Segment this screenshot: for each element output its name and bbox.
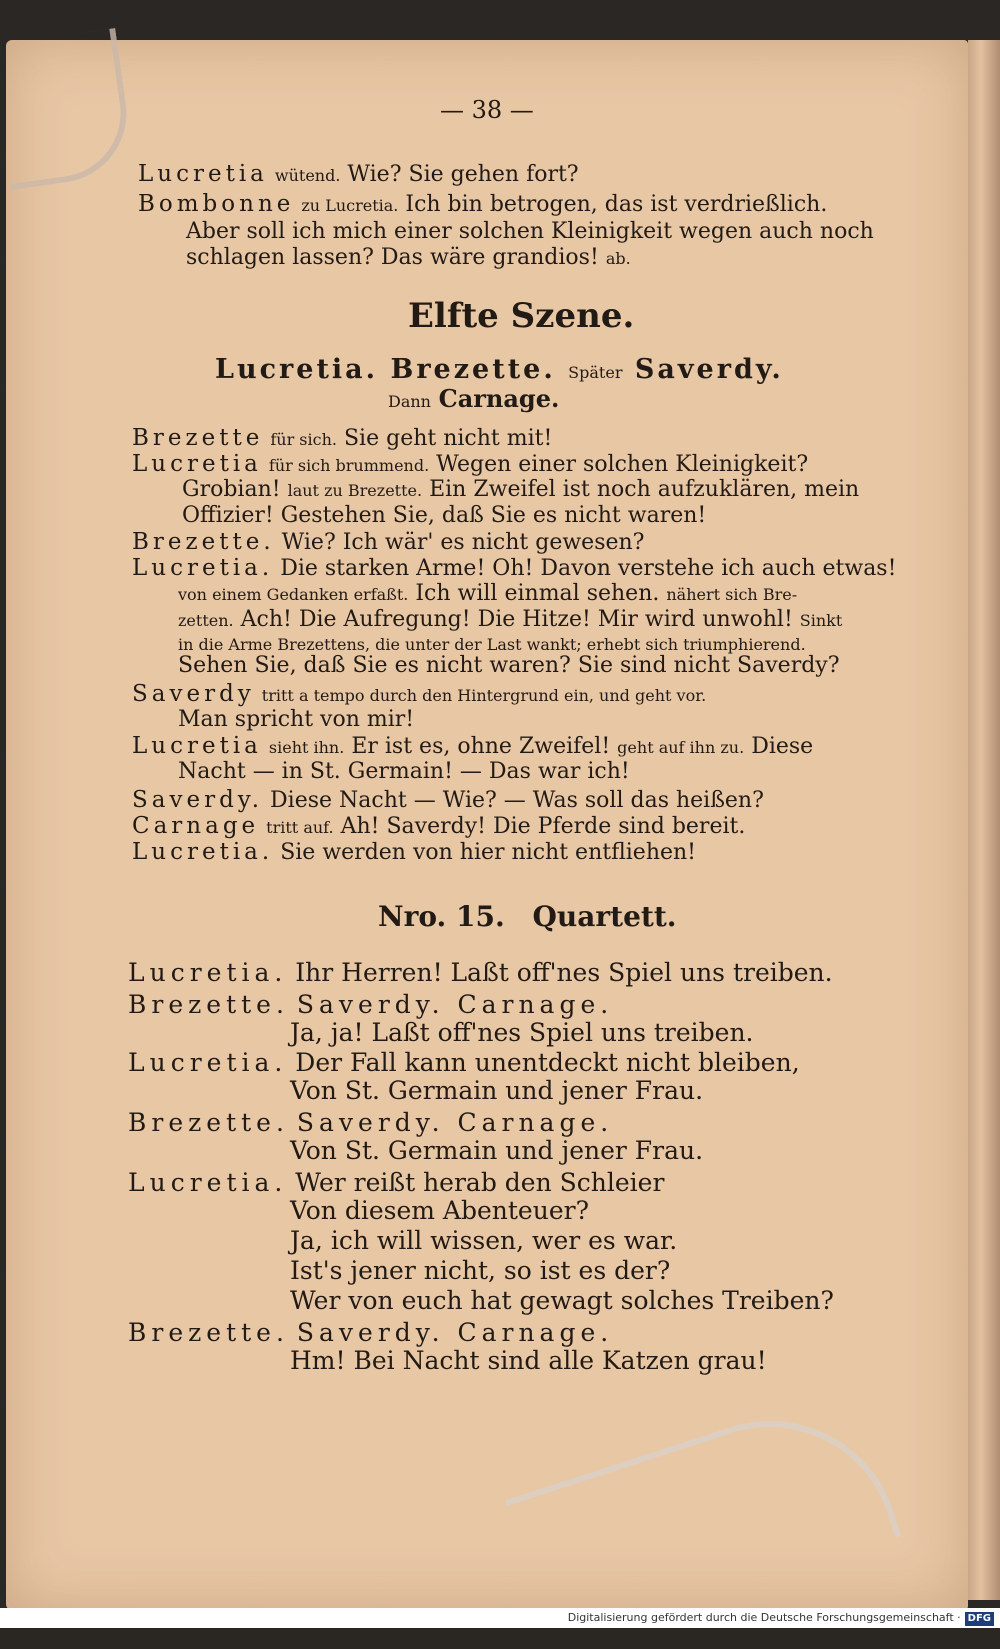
text-line [132,528,644,557]
speaker-name: Brezette. [128,1318,289,1347]
stage-direction: zu Lucretia. [301,196,399,215]
speaker-name: Lucretia. [128,1168,288,1197]
stage-direction: zetten. [178,611,234,630]
speaker-name: Saverdy [132,681,255,707]
text-line [178,706,414,734]
spoken-text: Ein Zweifel ist noch aufzuklären, mein [429,477,860,502]
text-line [132,786,764,815]
speaker-name: Saverdy. Carnage. [296,990,614,1019]
spoken-text: Ach! Die Aufregung! Die Hitze! Mir wird unwohl! [240,607,793,632]
verse-line [128,1048,800,1078]
text-line [182,502,706,530]
speaker-name: Brezette. [128,1108,289,1137]
spoken-text: Man spricht von mir! [178,707,415,732]
speaker-name: Brezette. [128,990,289,1019]
verse-line [290,1346,767,1376]
speaker-name: Lucretia [132,451,262,477]
spoken-text: Die starken Arme! Oh! Davon verstehe ich auch etwas! [280,556,897,581]
cast-member: Brezette. [390,354,556,385]
scene-cast [215,354,784,385]
spoken-text: Wegen einer solchen Kleinigkeit? [436,452,809,477]
text-line [138,160,579,190]
cast-member: Lucretia. [215,354,379,385]
verse-line [290,1286,834,1316]
spoken-text: Er ist es, ohne Zweifel! [351,734,611,759]
number-subtitle: Quartett. [532,900,677,933]
sung-text: Ihr Herren! Laßt off'nes Spiel uns treiben. [295,958,833,987]
scene-cast-then [388,384,559,413]
speaker-name: Brezette [132,425,264,451]
footer-bar [0,1608,1000,1628]
speaker-name: Lucretia. [132,839,274,865]
spoken-text: Offizier! Gestehen Sie, daß Sie es nicht waren! [182,503,707,528]
speaker-name: Lucretia. [128,958,288,987]
stage-direction: tritt auf. [266,818,334,837]
sung-text: Wer von euch hat gewagt solches Treiben? [290,1286,834,1315]
speaker-name: Lucretia [138,161,268,187]
spoken-text: Sie geht nicht mit! [343,426,553,451]
verse-line [128,1318,613,1348]
spoken-text: Nacht — in St. Germain! — Das war ich! [178,759,630,784]
stage-direction: geht auf ihn zu. [617,738,745,757]
cast-member: Carnage. [438,384,560,413]
dfg-logo: DFG [965,1612,994,1626]
verse-line [128,1168,664,1198]
sung-text: Von St. Germain und jener Frau. [290,1076,704,1105]
verse-line [128,990,613,1020]
spoken-text: Sie werden von hier nicht entfliehen! [280,840,697,865]
verse-line [290,1076,703,1106]
text-line [138,190,827,220]
text-line [182,476,859,505]
cast-member: Saverdy. [634,354,784,385]
stage-direction: ab. [605,249,631,268]
verse-line [128,958,833,988]
speaker-name: Carnage [132,813,260,839]
sung-text: Ja, ja! Laßt off'nes Spiel uns treiben. [290,1018,754,1047]
spoken-text: Grobian! [182,477,281,502]
verse-line [128,1108,613,1138]
stage-direction: wütend. [274,166,341,185]
stage-direction: tritt a tempo durch den Hintergrund ein, und geht vor. [261,686,707,705]
text-line [178,758,630,786]
number-title: Nro. 15. [378,900,505,933]
text-line [178,580,797,609]
stage-direction: nähert sich Bre- [666,585,798,604]
stage-direction: sieht ihn. [268,738,345,757]
sung-text: Hm! Bei Nacht sind alle Katzen grau! [290,1346,767,1375]
footer-text: Digitalisierung gefördert durch die Deutsche Forschungsgemeinschaft · [567,1611,961,1624]
verse-line [290,1196,589,1226]
stage-direction: Dann [388,392,431,411]
stage-direction: für sich brummend. [268,456,430,475]
stage-direction: Sinkt [799,611,843,630]
text-line [186,244,631,273]
spoken-text: Diese Nacht — Wie? — Was soll das heißen? [270,788,764,813]
verse-line [290,1136,703,1166]
stage-direction: für sich. [270,430,337,449]
speaker-name: Lucretia [132,733,262,759]
sung-text: Der Fall kann unentdeckt nicht bleiben, [295,1048,800,1077]
number-heading [378,900,677,933]
spoken-text: Ich will einmal sehen. [415,581,660,606]
sung-text: Von diesem Abenteuer? [290,1196,589,1225]
page-number: — 38 — [440,96,534,124]
spoken-text: Ah! Saverdy! Die Pferde sind bereit. [340,814,746,839]
speaker-name: Saverdy. Carnage. [296,1318,614,1347]
text-line [132,838,696,867]
speaker-name: Brezette. [132,529,275,555]
text-line [178,652,840,680]
verse-line [290,1256,670,1286]
spoken-text: Wie? Ich wär' es nicht gewesen? [281,530,645,555]
spoken-text: Ich bin betrogen, das ist verdrießlich. [405,192,828,217]
speaker-name: Saverdy. Carnage. [296,1108,614,1137]
sung-text: Ist's jener nicht, so ist es der? [290,1256,671,1285]
verse-line [290,1226,677,1256]
stage-direction: in die Arme Brezettens, die unter der Last wankt; erhebt sich triumphierend. [178,635,806,654]
sung-text: Von St. Germain und jener Frau. [290,1136,704,1165]
spoken-text: Diese [751,734,814,759]
text-line [132,554,896,583]
spoken-text: Wie? Sie gehen fort? [347,162,579,187]
stage-direction: laut zu Brezette. [287,481,423,500]
spoken-text: Sehen Sie, daß Sie es nicht waren? Sie sind nicht Saverdy? [178,653,840,678]
verse-line [290,1018,754,1048]
sung-text: Wer reißt herab den Schleier [295,1168,665,1197]
spoken-text: Aber soll ich mich einer solchen Kleinigkeit wegen auch noch [186,219,874,244]
speaker-name: Bombonne [138,191,295,217]
speaker-name: Saverdy. [132,787,264,813]
sung-text: Ja, ich will wissen, wer es war. [290,1226,678,1255]
spoken-text: schlagen lassen? Das wäre grandios! [186,245,599,270]
speaker-name: Lucretia. [128,1048,288,1077]
text-line [186,218,874,246]
scene-title: Elfte Szene. [408,296,635,336]
stage-direction: von einem Gedanken erfaßt. [178,585,409,604]
speaker-name: Lucretia. [132,555,274,581]
stage-direction: Später [568,363,623,382]
